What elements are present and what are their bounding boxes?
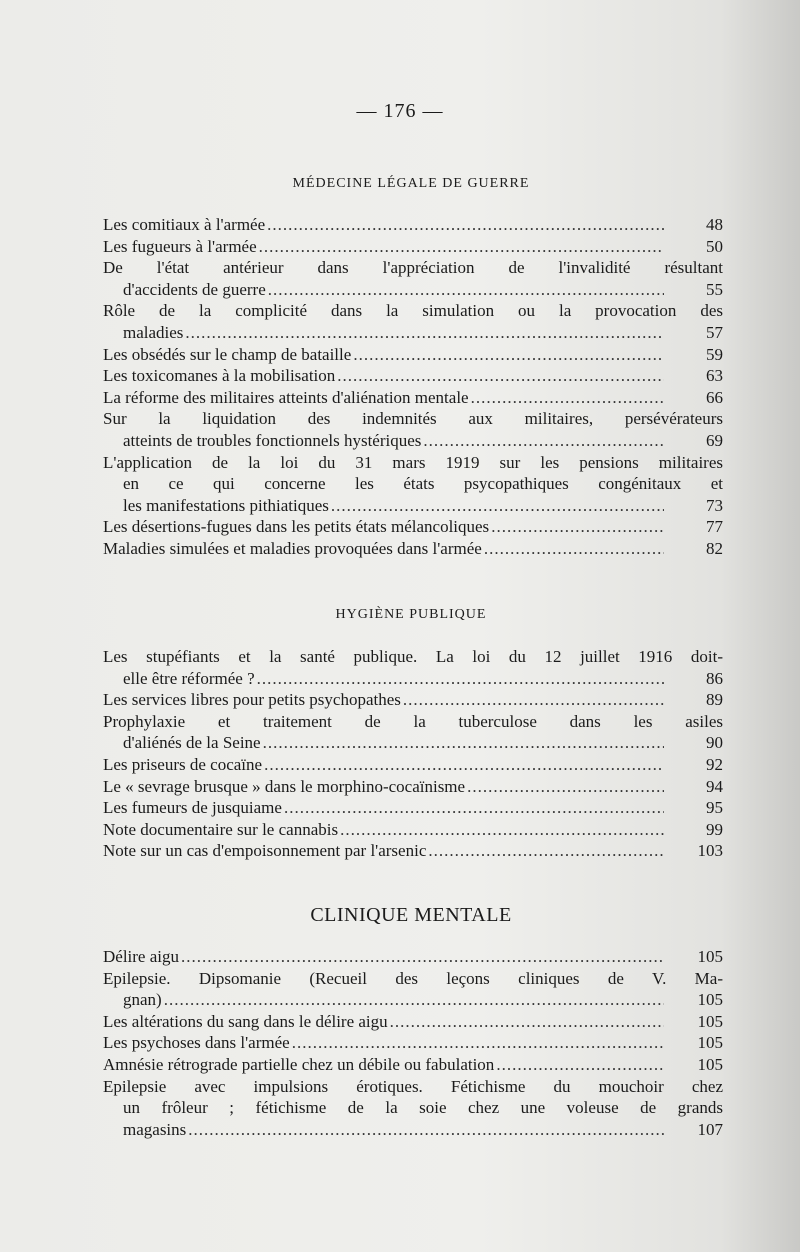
- toc-entry-line: un frôleur ; fétichisme de la soie chez une voleuse de grands: [123, 1098, 723, 1118]
- toc-entry-title: La réforme des militaires atteints d'aliénation mentale: [103, 387, 469, 407]
- toc-entry-title: Les fumeurs de jusquiame: [103, 798, 282, 818]
- toc-entry-page-number: 86: [706, 668, 723, 688]
- dot-leader: [467, 776, 664, 798]
- section-title-clinique-mentale: CLINIQUE MENTALE: [310, 904, 512, 926]
- toc-entry-page-number: 107: [697, 1119, 723, 1139]
- dot-leader: [331, 495, 664, 517]
- page-number: — 176 —: [356, 100, 444, 122]
- toc-entry-page-number: 105: [697, 990, 723, 1010]
- toc-entry-title: atteints de troubles fonctionnels hystériques: [123, 430, 422, 450]
- dot-leader: [428, 840, 664, 862]
- toc-entry-title: Maladies simulées et maladies provoquées dans l'armée: [103, 538, 482, 558]
- dot-leader: [164, 989, 664, 1011]
- toc-entry-line: Les stupéfiants et la santé publique. La loi du 12 juillet 1916 doit-: [103, 647, 723, 666]
- dot-leader: [181, 946, 664, 968]
- toc-entry-title: gnan): [123, 990, 162, 1010]
- toc-entry-page-number: 69: [706, 430, 723, 450]
- toc-entry-title: les manifestations pithiatiques: [123, 495, 329, 515]
- dot-leader: [267, 214, 664, 236]
- toc-entry-title: Les toxicomanes à la mobilisation: [103, 366, 336, 386]
- toc-entry: [103, 344, 723, 366]
- toc-entry: [103, 776, 723, 798]
- toc-entry-page-number: 105: [697, 1011, 723, 1031]
- toc-entry-title: Les services libres pour petits psychopathes: [103, 690, 401, 710]
- toc-entry-title: Les fugueurs à l'armée: [103, 236, 257, 256]
- toc-entry-line: en ce qui concerne les états psycopathiques congénitaux et: [123, 474, 723, 494]
- toc-entry-page-number: 90: [706, 733, 723, 753]
- toc-entry: [103, 538, 723, 560]
- dot-leader: [491, 516, 664, 538]
- toc-entry-page-number: 103: [697, 841, 723, 861]
- toc-entry-page-number: 89: [706, 690, 723, 710]
- toc-entry-page-number: 59: [706, 344, 723, 364]
- toc-entry-page-number: 82: [706, 538, 723, 558]
- toc-list-medecine-legale: [103, 214, 723, 560]
- toc-entry-page-number: 94: [706, 776, 723, 796]
- toc-entry-title: Délire aigu: [103, 947, 179, 966]
- toc-entry: [103, 819, 723, 841]
- toc-entry-page-number: 57: [706, 322, 723, 342]
- dot-leader: [471, 387, 664, 409]
- section-title-medecine-legale: MÉDECINE LÉGALE DE GUERRE: [292, 176, 530, 191]
- toc-entry-line: Epilepsie avec impulsions érotiques. Fétichisme du mouchoir chez: [103, 1076, 723, 1096]
- toc-entry: [103, 797, 723, 819]
- toc-entry: [103, 968, 723, 1011]
- toc-entry-title: magasins: [123, 1119, 187, 1139]
- toc-entry-title: elle être réformée ?: [123, 668, 255, 688]
- toc-entry: [103, 300, 723, 343]
- toc-entry: [103, 1076, 723, 1141]
- toc-entry-title: Les priseurs de cocaïne: [103, 754, 263, 774]
- toc-entry-title: Amnésie rétrograde partielle chez un débile ou fabulation: [103, 1054, 495, 1074]
- toc-entry: [103, 840, 723, 862]
- toc-entry-page-number: 99: [706, 819, 723, 839]
- toc-entry-line: Rôle de la complicité dans la simulation ou la provocation des: [103, 301, 723, 321]
- toc-entry: [103, 1054, 723, 1076]
- toc-entry-line: L'application de la loi du 31 mars 1919 sur les pensions militaires: [103, 452, 723, 472]
- dot-leader: [390, 1011, 664, 1033]
- toc-entry-page-number: 95: [706, 798, 723, 818]
- toc-entry-page-number: 55: [706, 279, 723, 299]
- dot-leader: [284, 797, 664, 819]
- dot-leader: [403, 689, 664, 711]
- dot-leader: [423, 430, 664, 452]
- toc-entry: [103, 946, 723, 968]
- toc-entry: [103, 257, 723, 300]
- toc-entry-title: maladies: [123, 322, 184, 342]
- dot-leader: [337, 365, 664, 387]
- dot-leader: [340, 819, 664, 841]
- dot-leader: [257, 668, 664, 690]
- toc-entry-line: Prophylaxie et traitement de la tuberculose dans les asiles: [103, 711, 723, 731]
- toc-entry: [103, 452, 723, 517]
- toc-list-clinique-mentale: [103, 946, 723, 1140]
- dot-leader: [188, 1119, 664, 1141]
- toc-entry: [103, 408, 723, 451]
- dot-leader: [264, 754, 664, 776]
- toc-entry: [103, 1032, 723, 1054]
- toc-list-hygiene-publique: [103, 646, 723, 862]
- toc-entry: [103, 711, 723, 754]
- toc-entry: [103, 754, 723, 776]
- toc-entry: [103, 214, 723, 236]
- toc-entry-title: d'aliénés de la Seine: [123, 733, 261, 753]
- toc-entry-page-number: 105: [697, 1033, 723, 1053]
- toc-entry-title: Le « sevrage brusque » dans le morphino-cocaïnisme: [103, 776, 466, 796]
- toc-entry-title: d'accidents de guerre: [123, 279, 266, 299]
- toc-entry: [103, 516, 723, 538]
- toc-entry-page-number: 105: [697, 947, 723, 966]
- dot-leader: [185, 322, 664, 344]
- toc-entry: [103, 365, 723, 387]
- toc-entry: [103, 1011, 723, 1033]
- toc-entry: [103, 646, 723, 689]
- section-title-hygiene-publique: HYGIÈNE PUBLIQUE: [335, 607, 487, 622]
- toc-entry: [103, 387, 723, 409]
- dot-leader: [268, 279, 664, 301]
- toc-entry: [103, 689, 723, 711]
- toc-entry-title: Les altérations du sang dans le délire aigu: [103, 1011, 388, 1031]
- toc-entry-title: Les désertions-fugues dans les petits états mélancoliques: [103, 517, 490, 537]
- dot-leader: [292, 1032, 664, 1054]
- toc-entry-title: Les psychoses dans l'armée: [103, 1033, 290, 1053]
- toc-entry-title: Les obsédés sur le champ de bataille: [103, 344, 352, 364]
- toc-entry-page-number: 92: [706, 754, 723, 774]
- toc-entry-page-number: 77: [706, 517, 723, 537]
- toc-entry-page-number: 50: [706, 236, 723, 256]
- toc-entry-page-number: 66: [706, 387, 723, 407]
- toc-entry-title: Note sur un cas d'empoisonnement par l'arsenic: [103, 841, 427, 861]
- toc-entry: [103, 236, 723, 258]
- toc-entry-page-number: 105: [697, 1054, 723, 1074]
- toc-entry-page-number: 63: [706, 366, 723, 386]
- dot-leader: [259, 236, 664, 258]
- toc-entry-line: Epilepsie. Dipsomanie (Recueil des leçons cliniques de V. Ma-: [103, 968, 723, 988]
- toc-entry-line: De l'état antérieur dans l'appréciation de l'invalidité résultant: [103, 258, 723, 278]
- dot-leader: [353, 344, 664, 366]
- toc-entry-line: Sur la liquidation des indemnités aux militaires, persévérateurs: [103, 409, 723, 429]
- dot-leader: [496, 1054, 664, 1076]
- toc-entry-title: Note documentaire sur le cannabis: [103, 819, 339, 839]
- toc-entry-title: Les comitiaux à l'armée: [103, 215, 266, 234]
- toc-entry-page-number: 48: [706, 215, 723, 234]
- dot-leader: [263, 732, 664, 754]
- toc-entry-page-number: 73: [706, 495, 723, 515]
- dot-leader: [484, 538, 664, 560]
